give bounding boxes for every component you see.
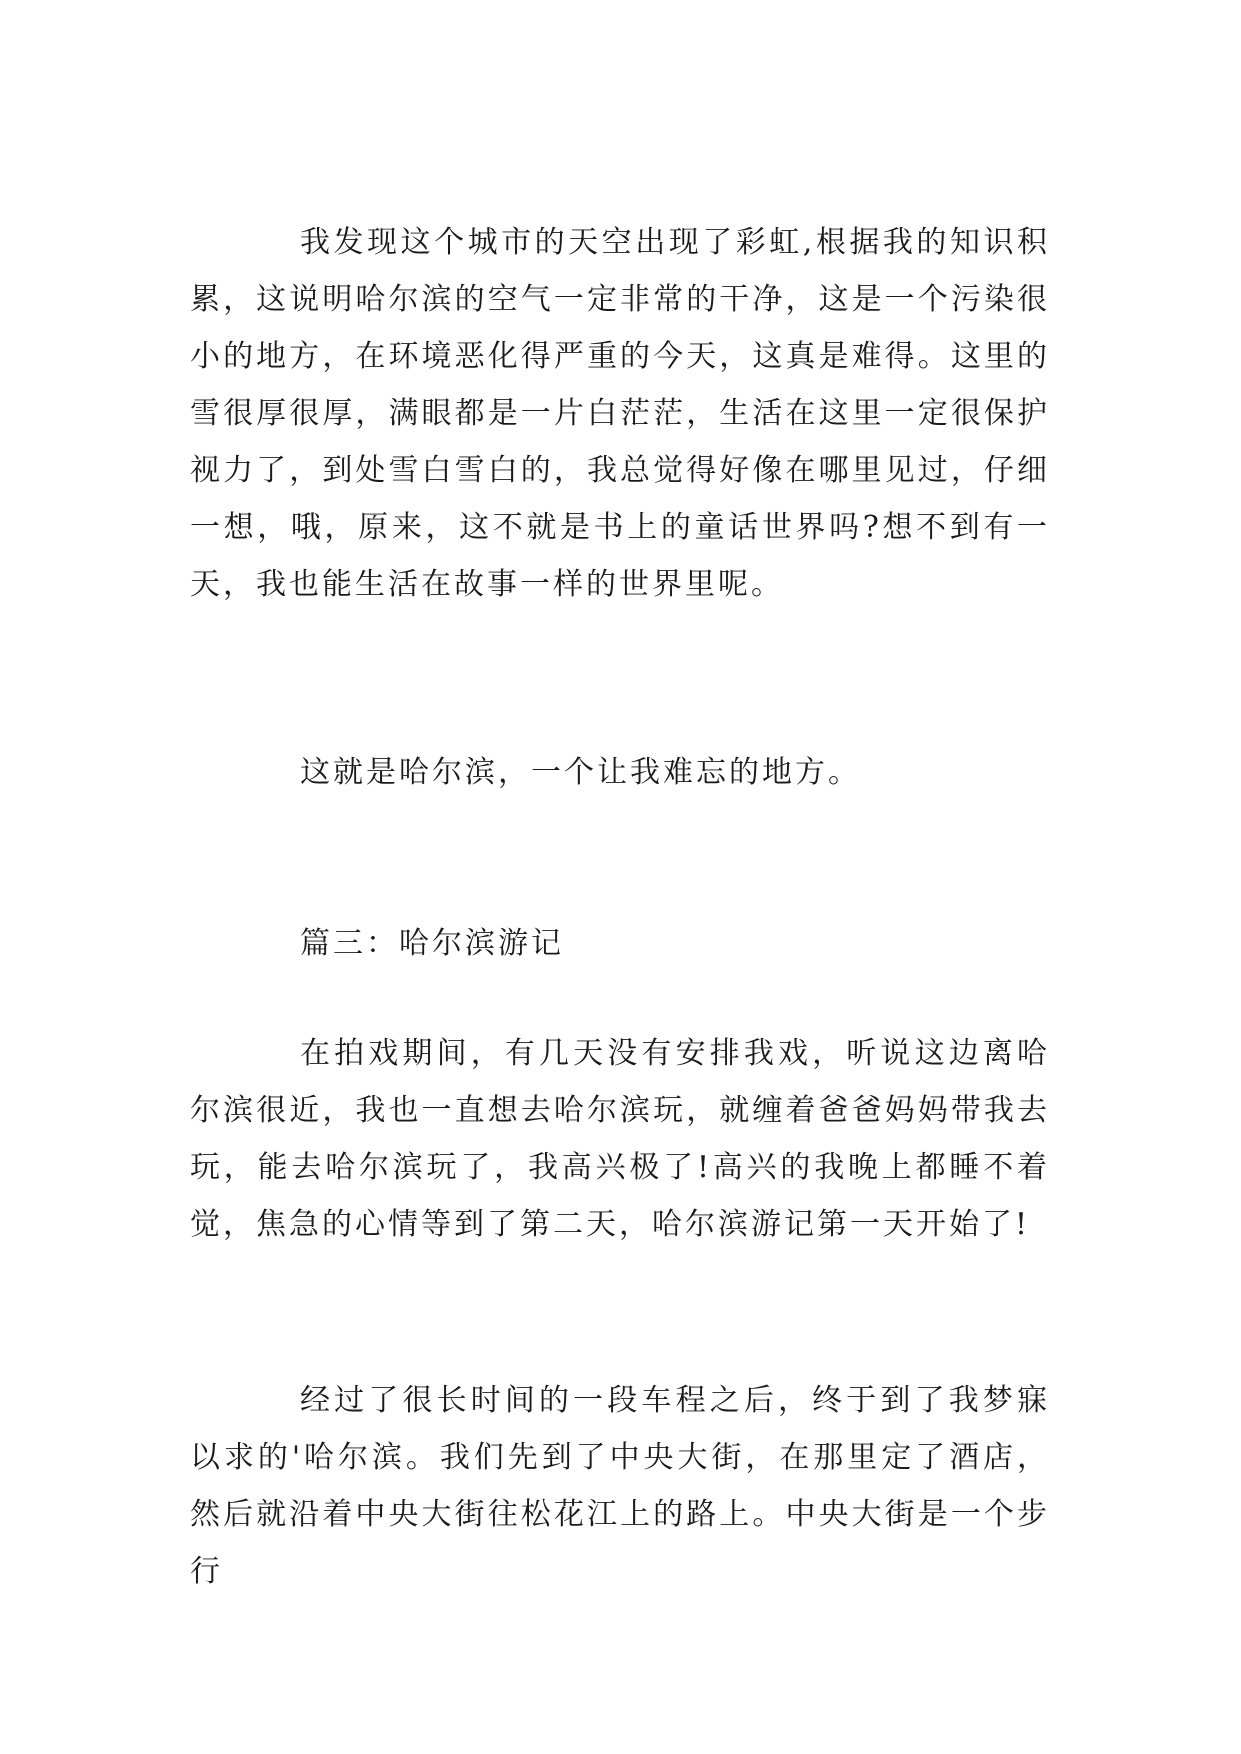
section-heading-part-three: 篇三：哈尔滨游记 <box>300 926 564 961</box>
paragraph-unforgettable-place: 这就是哈尔滨，一个让我难忘的地方。 <box>300 755 861 790</box>
paragraph-rainbow-snow: 我发现这个城市的天空出现了彩虹,根据我的知识积累，这说明哈尔滨的空气一定非常的干净，这是一个污染很小的地方，在环境恶化得严重的今天，这真是难得。这里的雪很厚很厚，满眼都是一片白茫茫，生活在这里一定很保护视力了，到处雪白雪白的，我总觉得好像在哪里见过，仔细一想，哦，原来，这不就是书上的童话世界吗?想不到有一天，我也能生活在故事一样的世界里呢。 <box>190 225 1050 602</box>
paragraph-trip-begins: 在拍戏期间，有几天没有安排我戏，听说这边离哈尔滨很近，我也一直想去哈尔滨玩，就缠着爸爸妈妈带我去玩，能去哈尔滨玩了，我高兴极了!高兴的我晚上都睡不着觉，焦急的心情等到了第二天，哈尔滨游记第一天开始了! <box>190 1036 1050 1242</box>
paragraph-central-street: 经过了很长时间的一段车程之后，终于到了我梦寐以求的'哈尔滨。我们先到了中央大街，在那里定了酒店，然后就沿着中央大街往松花江上的路上。中央大街是一个步行 <box>190 1383 1050 1589</box>
